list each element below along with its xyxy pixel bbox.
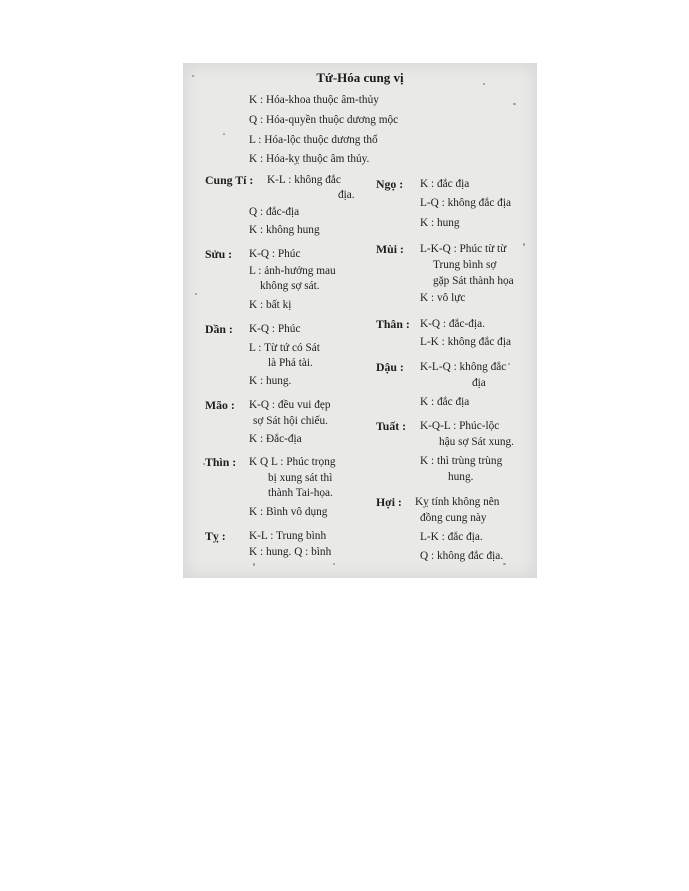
entry-heading-ty: Tỵ : bbox=[205, 529, 226, 543]
entry-line: K-Q : Phúc bbox=[249, 248, 301, 260]
entry-line: hậu sợ Sát xung. bbox=[439, 436, 515, 448]
entry-line: K : không hung bbox=[249, 224, 320, 236]
entry-line: L : Từ tứ có Sát bbox=[249, 342, 320, 354]
entry-line: K : đắc địa bbox=[420, 396, 470, 408]
legend-line-khoa: K : Hóa-khoa thuộc âm-thủy bbox=[249, 94, 379, 106]
entry-heading-mui: Mùi : bbox=[376, 242, 404, 256]
entry-line: L-K : đắc địa. bbox=[420, 531, 483, 543]
entry-line: K-Q : đều vui đẹp bbox=[249, 399, 331, 411]
entry-line: K-Q : Phúc bbox=[249, 323, 301, 335]
entry-line: gặp Sát thành họa bbox=[433, 275, 514, 287]
entry-line: địa. bbox=[338, 189, 355, 201]
scan-speck bbox=[508, 363, 510, 365]
legend-line-ky: K : Hóa-kỵ thuộc âm thủy. bbox=[249, 153, 370, 165]
entry-heading-ngo: Ngọ : bbox=[376, 177, 404, 191]
entry-line: K : bất kị bbox=[249, 299, 292, 311]
entry-line: K : đắc địa bbox=[420, 178, 470, 190]
legend-line-quyen: Q : Hóa-quyền thuộc dương mộc bbox=[249, 114, 399, 126]
entry-line: Kỵ tính không nên bbox=[415, 496, 500, 508]
scan-speck bbox=[192, 75, 194, 77]
entry-line: K Q L : Phúc trọng bbox=[249, 456, 336, 468]
entry-heading-tuat: Tuất : bbox=[376, 419, 407, 433]
entry-heading-than: Thân : bbox=[376, 317, 410, 331]
entry-line: Q : không đắc địa. bbox=[420, 550, 504, 562]
entry-line: hung. bbox=[448, 471, 474, 483]
entry-line: K : vô lực bbox=[420, 292, 466, 304]
entry-heading-suu: Sửu : bbox=[205, 247, 233, 261]
entry-line: K : hung. bbox=[249, 375, 292, 387]
page-title: Tứ-Hóa cung vị bbox=[316, 70, 404, 85]
entry-line: K : thì trùng trùng bbox=[420, 455, 503, 467]
entry-line: sợ Sát hội chiếu. bbox=[253, 415, 329, 427]
scan-speck bbox=[195, 293, 197, 295]
entry-line: K-L-Q : không đắc bbox=[420, 361, 507, 373]
entry-line: L : ảnh-hưởng mau bbox=[249, 265, 336, 277]
entry-heading-dan: Dần : bbox=[205, 322, 233, 336]
entry-line: thành Tai-họa. bbox=[268, 487, 333, 499]
entry-line: K : hung. Q : bình bbox=[249, 546, 332, 558]
scan-speck bbox=[483, 83, 485, 85]
entry-line: K-L : Trung bình bbox=[249, 530, 327, 542]
entry-line: L-Q : không đắc địa bbox=[420, 197, 511, 209]
scan-speck bbox=[253, 563, 255, 566]
scan-speck bbox=[503, 563, 506, 565]
entry-line: Trung bình sợ bbox=[433, 259, 497, 271]
entry-line: K-Q-L : Phúc-lộc bbox=[420, 420, 500, 432]
entry-heading-mao: Mão : bbox=[205, 398, 235, 412]
entry-line: K : Đắc-địa bbox=[249, 433, 302, 445]
entry-heading-thin: Thìn : bbox=[205, 455, 237, 469]
entry-line: K-Q : đắc-địa. bbox=[420, 318, 485, 330]
entry-line: Q : đắc-địa bbox=[249, 206, 300, 218]
scan-speck bbox=[513, 103, 516, 105]
entry-line: địa bbox=[472, 377, 486, 389]
scan-speck bbox=[203, 463, 205, 465]
entry-heading-hoi: Hợi : bbox=[376, 495, 402, 509]
entry-line: không sợ sát. bbox=[260, 280, 320, 292]
entry-line: L-K-Q : Phúc từ từ bbox=[420, 243, 507, 255]
entry-line: K-L : không đắc bbox=[267, 174, 341, 186]
entry-line: L-K : không đắc địa bbox=[420, 336, 511, 348]
entry-line: đồng cung này bbox=[420, 512, 487, 524]
entry-heading-ti: Cung Tí : bbox=[205, 173, 254, 187]
entry-line: K : Bình vô dụng bbox=[249, 506, 328, 518]
entry-line: bị xung sát thì bbox=[268, 472, 333, 484]
legend-line-loc: L : Hóa-lộc thuộc dương thổ bbox=[249, 134, 378, 146]
entry-line: K : hung bbox=[420, 217, 460, 229]
entry-heading-dau: Dậu : bbox=[376, 360, 404, 374]
scan-speck bbox=[523, 243, 525, 246]
entry-line: là Phá tài. bbox=[268, 357, 313, 369]
scan-speck bbox=[333, 563, 335, 565]
scan-speck bbox=[223, 133, 225, 135]
scanned-page bbox=[183, 63, 537, 578]
